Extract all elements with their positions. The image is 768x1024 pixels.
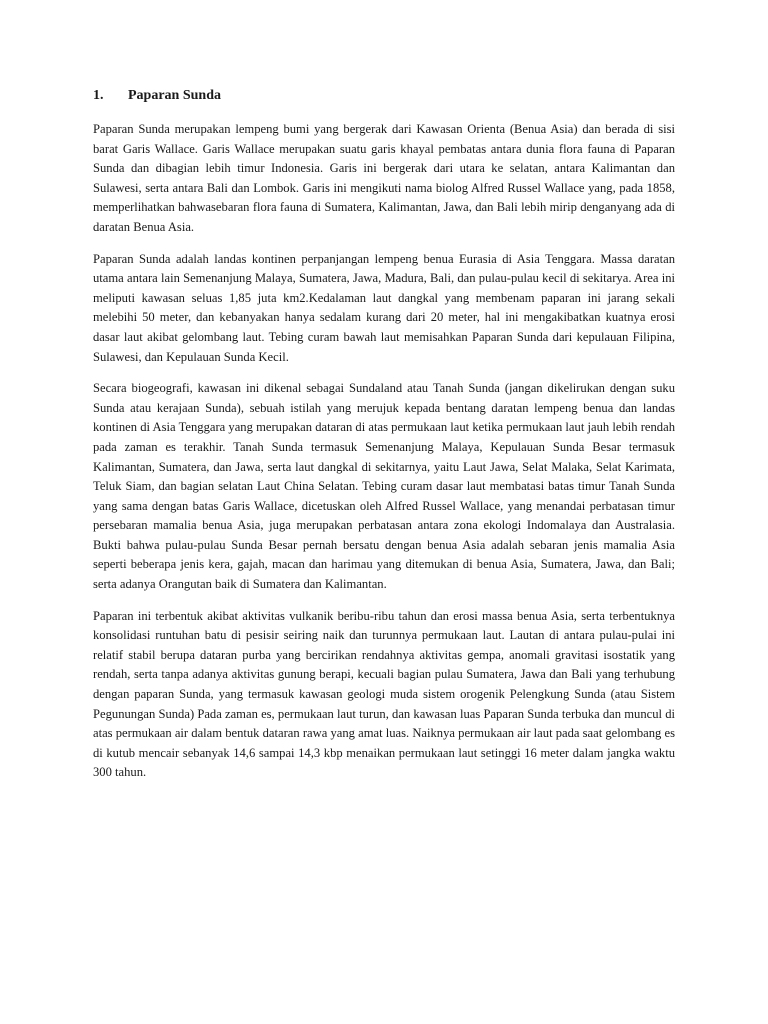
paragraph-3: Secara biogeografi, kawasan ini dikenal sebagai Sundaland atau Tanah Sunda (jangan dikelirukan dengan suku Sunda atau kerajaan Sunda), sebuah istilah yang merujuk kepada bentang daratan lempeng benua dan landas kontinen di Asia Tenggara yang merupakan dataran di atas permukaan laut ketika permukaan laut jauh lebih rendah pada zaman es terakhir. Tanah Sunda termasuk Semenanjung Malaya, Kepulauan Sunda Besar termasuk Kalimantan, Sumatera, dan Jawa, serta laut dangkal di sekitarnya, yaitu Laut Jawa, Selat Malaka, Selat Karimata, Teluk Siam, dan bagian selatan Laut China Selatan. Tebing curam dasar laut membatasi batas timur Tanah Sunda yang sama dengan batas Garis Wallace, dicetuskan oleh Alfred Russel Wallace, yang menandai perbatasan timur persebaran mamalia benua Asia, juga merupakan perbatasan antara zona ekologi Indomalaya dan Australasia. Bukti bahwa pulau-pulau Sunda Besar pernah bersatu dengan benua Asia adalah sebaran jenis mamalia Asia seperti beberapa jenis kera, gajah, macan dan harimau yang ditemukan di benua Asia, Sumatera, Jawa, dan Bali; serta adanya Orangutan baik di Sumatera dan Kalimantan. — [93, 381, 675, 592]
section-title: Paparan Sunda — [128, 88, 221, 103]
document-body — [93, 86, 675, 795]
paragraph-2: Paparan Sunda adalah landas kontinen perpanjangan lempeng benua Eurasia di Asia Tenggara. Massa daratan utama antara lain Semenanjung Malaya, Sumatera, Jawa, Madura, Bali, dan pulau-pulau kecil di sekitarya. Area ini meliputi kawasan seluas 1,85 juta km2.Kedalaman laut dangkal yang membenam paparan ini jarang sekali melebihi 50 meter, dan kebanyakan hanya sedalam kurang dari 20 meter, hal ini mengakibatkan kuatnya erosi dasar laut akibat gelombang laut. Tebing curam bawah laut memisahkan Paparan Sunda dari kepulauan Filipina, Sulawesi, dan Kepulauan Sunda Kecil. — [93, 251, 675, 364]
section-heading — [93, 86, 675, 106]
section-number: 1. — [93, 88, 104, 103]
paragraph-4: Paparan ini terbentuk akibat aktivitas vulkanik beribu-ribu tahun dan erosi massa benua Asia, serta terbentuknya konsolidasi runtuhan batu di pesisir seiring naik dan turunnya permukaan laut. Lautan di antara pulau-pulai ini relatif stabil berupa dataran purba yang bercirikan rendahnya aktivitas gempa, anomali gravitasi isostatik yang rendah, serta tanpa adanya aktivitas gunung berapi, kecuali bagian pulau Sumatera, Jawa dan Bali yang terhubung dengan paparan Sunda, yang termasuk kawasan geologi muda sistem orogenik Pelengkung Sunda (atau Sistem Pegunungan Sunda) Pada zaman es, permukaan laut turun, dan kawasan luas Paparan Sunda terbuka dan muncul di atas permukaan air dalam bentuk dataran rawa yang amat luas. Naiknya permukaan air laut pada saat gelombang es di kutub mencair sebanyak 14,6 sampai 14,3 kbp menaikan permukaan laut setinggi 16 meter dalam jangka waktu 300 tahun. — [93, 608, 675, 780]
paragraph-1: Paparan Sunda merupakan lempeng bumi yang bergerak dari Kawasan Orienta (Benua Asia) dan berada di sisi barat Garis Wallace. Garis Wallace merupakan suatu garis khayal pembatas antara dunia flora fauna di Paparan Sunda dan dibagian lebih timur Indonesia. Garis ini bergerak dari utara ke selatan, antara Kalimantan dan Sulawesi, serta antara Bali dan Lombok. Garis ini mengikuti nama biolog Alfred Russel Wallace yang, pada 1858, memperlihatkan bahwasebaran flora fauna di Sumatera, Kalimantan, Jawa, dan Bali lebih mirip denganyang ada di daratan Benua Asia. — [93, 122, 675, 234]
